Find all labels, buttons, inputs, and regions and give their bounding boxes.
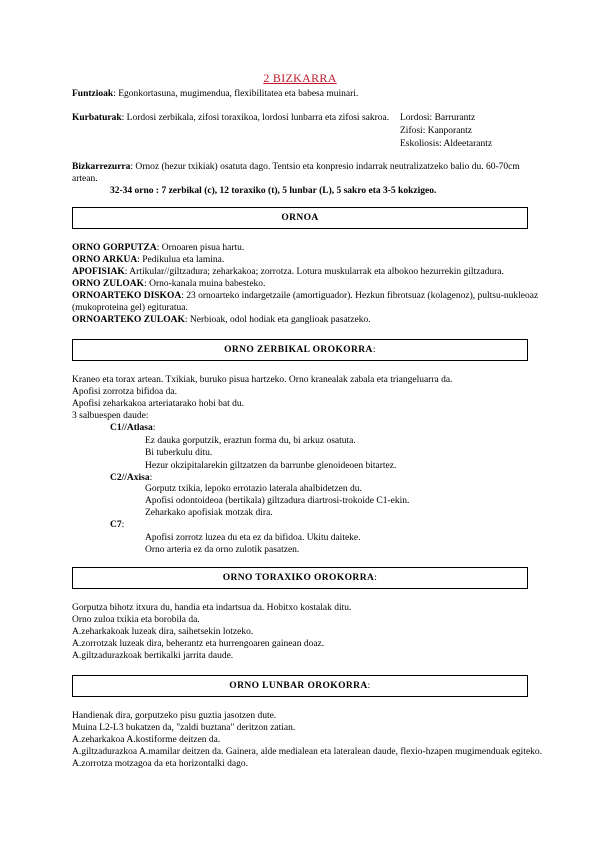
c2-heading	[110, 473, 152, 484]
zerbikal-line: 3 salbuespen daude:	[72, 411, 149, 421]
zerbikal-line: Apofisi zeharkakoa arteriatarako hobi bat du.	[72, 399, 244, 409]
c7-line: Apofisi zorrotz luzea du eta ez da bifidoa. Ukitu daiteke.	[145, 533, 361, 543]
section-lunbar-colon: :	[367, 681, 371, 691]
section-toraxiko	[72, 567, 528, 589]
kurbaturak-label: Kurbaturak	[72, 113, 122, 123]
c7-heading	[110, 520, 124, 531]
list-item	[72, 255, 224, 266]
c2-label: C2//Axisa	[110, 473, 150, 483]
bizkarrezurra-label: Bizkarrezurra	[72, 162, 131, 172]
zerbikal-line: Apofisi zorrotza bifidoa da.	[72, 387, 177, 397]
c2-line: Zeharkako apofisiak motzak dira.	[145, 508, 273, 518]
item-text: (mukoproteina gel) egituratua.	[72, 303, 188, 313]
c2-line: Gorputz txikia, lepoko errotazio laterala ahalbidetzen du.	[145, 484, 362, 494]
page-title: 2 BIZKARRA	[263, 71, 337, 85]
item-label: ORNO ARKUA	[72, 255, 138, 265]
item-text: : Pedikulua eta lamina.	[137, 255, 225, 265]
funtzioak-paragraph	[72, 89, 358, 100]
section-lunbar	[72, 675, 528, 697]
bizkarrezurra-text: : Ornoz (hezur txikiak) osatuta dago. Tentsio eta konpresio indarrak neutralizatzeko balio du. 60-70cm	[130, 162, 520, 172]
section-lunbar-title: ORNO LUNBAR OROKORRA	[229, 681, 368, 691]
bizkarrezurra-paragraph	[72, 162, 520, 173]
c7-line: Orno arteria ez da orno zulotik pasatzen.	[145, 545, 300, 555]
curvature-note-zifosi: Zifosi: Kanporantz	[400, 126, 473, 136]
toraxiko-line: Orno zuloa txikia eta borobila da.	[72, 615, 200, 625]
c1-line: Bi tuberkulu ditu.	[145, 448, 213, 458]
lunbar-line: A.giltzadurazkoa A.mamilar deitzen da. Gainera, alde medialean eta lateralean daude, flexio-hzapen mugimenduak egiteko.	[72, 747, 543, 757]
toraxiko-line: A.zeharkakoak luzeak dira, saihetsekin lotzeko.	[72, 627, 254, 637]
bizkarrezurra-text-cont: artean.	[72, 174, 98, 184]
toraxiko-line: A.zorrotzak luzeak dira, beherantz eta hurrengoaren gainean doaz.	[72, 639, 325, 649]
vertebra-count: 32-34 orno : 7 zerbikal (c), 12 toraxiko (t), 5 lunbar (L), 5 sakro eta 3-5 kokzigeo.	[110, 186, 437, 196]
list-item	[72, 315, 371, 326]
section-zerbikal-title: ORNO ZERBIKAL OROKORRA	[224, 345, 373, 355]
item-text: : Orno-kanala muina babesteko.	[144, 279, 266, 289]
item-text: : Nerbioak, odol hodiak eta ganglioak pasatzeko.	[184, 315, 371, 325]
section-toraxiko-colon: :	[374, 573, 378, 583]
list-item	[72, 291, 538, 302]
lunbar-line: Muina L2-L3 bukatzen da, "zaldi buztana" deritzon zatian.	[72, 723, 296, 733]
toraxiko-line: A.giltzadurazkoak bertikalki jarrita daude.	[72, 651, 234, 661]
item-label: ORNOARTEKO ZULOAK	[72, 315, 185, 325]
item-label: ORNO GORPUTZA	[72, 243, 157, 253]
zerbikal-line: Kraneo eta torax artean. Txikiak, buruko pisua hartzeko. Orno kranealak zabala eta triangeluarra da.	[72, 375, 453, 385]
item-text: : Ornoaren pisua hartu.	[156, 243, 245, 253]
section-ornoa	[72, 207, 528, 229]
c1-label: C1//Atlasa	[110, 423, 153, 433]
c2-line: Apofisi odontoideoa (bertikala) giltzadura diartrosi-trokoide C1-ekin.	[145, 496, 410, 506]
section-ornoa-title: ORNOA	[281, 213, 319, 223]
c2-colon: :	[149, 473, 153, 483]
c1-heading	[110, 423, 155, 434]
c7-colon: :	[121, 520, 125, 530]
c7-label: C7	[110, 520, 122, 530]
kurbaturak-paragraph	[72, 113, 389, 124]
funtzioak-label: Funtzioak	[72, 89, 114, 99]
section-zerbikal-colon: :	[372, 345, 376, 355]
kurbaturak-text: : Lordosi zerbikala, zifosi toraxikoa, lordosi lunbarra eta zifosi sakroa.	[121, 113, 390, 123]
list-item	[72, 267, 504, 278]
item-label: ORNOARTEKO DISKOA	[72, 291, 182, 301]
item-text: : Artikular//giltzadura; zeharkakoa; zorrotza. Lotura muskularrak eta albokoo hezurrekin giltzadura.	[124, 267, 504, 277]
lunbar-line: A.zeharkakoa A.kostiforme deitzen da.	[72, 735, 221, 745]
item-label: ORNO ZULOAK	[72, 279, 145, 289]
list-item	[72, 303, 188, 314]
funtzioak-text: : Egonkortasuna, mugimendua, flexibilitatea eta babesa muinari.	[113, 89, 359, 99]
lunbar-line: A.zorrotza motzagoa da eta horizontalki dago.	[72, 759, 248, 769]
lunbar-line: Handienak dira, gorputzeko pisu guztia jasotzen dute.	[72, 711, 277, 721]
toraxiko-line: Gorputza bihotz itxura du, handia eta indartsua da. Hobitxo kostalak ditu.	[72, 603, 352, 613]
list-item	[72, 243, 244, 254]
item-text: : 23 ornoarteko indargetzaile (amortiguador). Hezkun fibrotsuaz (kolagenoz), pultsu-nukleoaz	[181, 291, 539, 301]
c1-line: Hezur okzipitalarekin giltzatzen da barrunbe glenoideoen bitartez.	[145, 461, 397, 471]
list-item	[72, 279, 265, 290]
section-zerbikal	[72, 339, 528, 361]
section-toraxiko-title: ORNO TORAXIKO OROKORRA	[222, 573, 375, 583]
curvature-note-eskoliosis: Eskoliosis: Aldeetarantz	[400, 139, 493, 149]
item-label: APOFISIAK	[72, 267, 125, 277]
c1-colon: :	[152, 423, 156, 433]
c1-line: Ez dauka gorputzik, eraztun forma du, bi arkuz osatuta.	[145, 436, 356, 446]
curvature-note-lordosi: Lordosi: Barrurantz	[400, 113, 476, 123]
